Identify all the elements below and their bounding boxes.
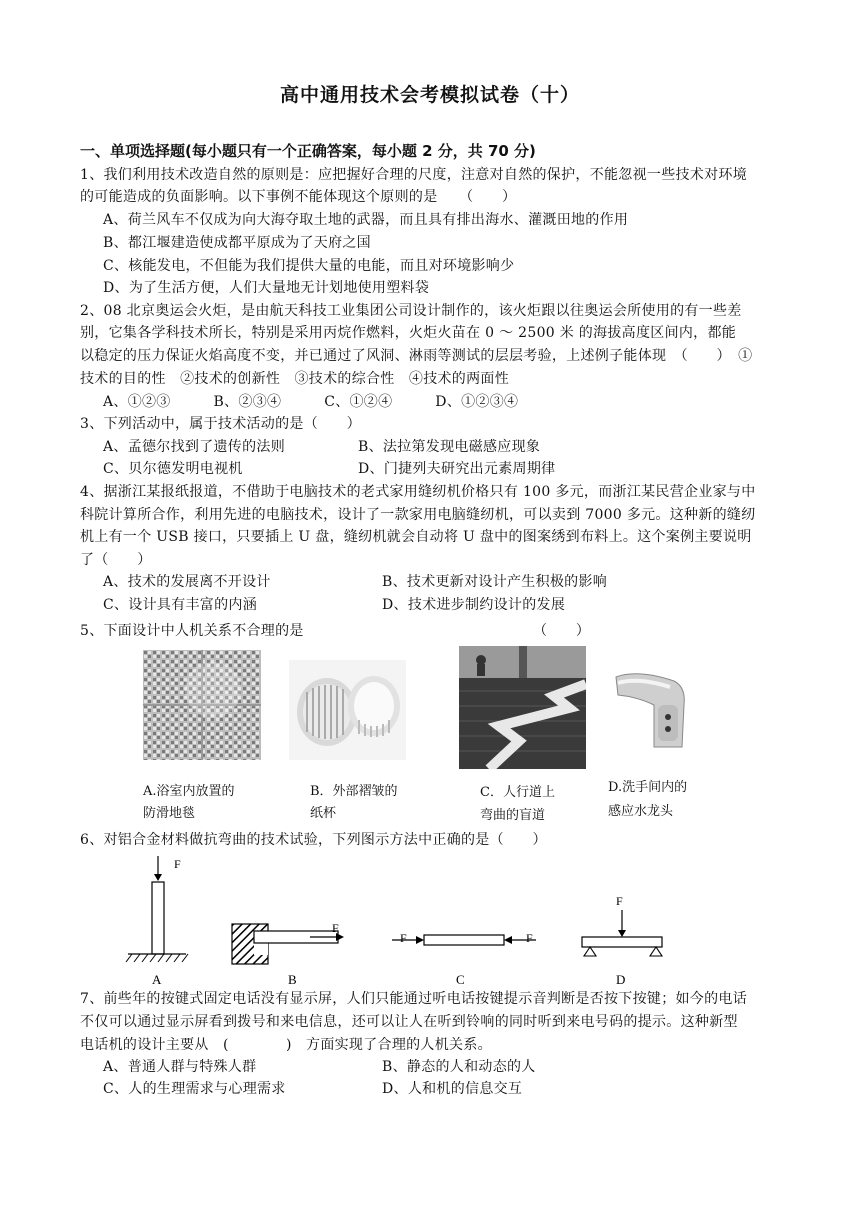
sensor-faucet-image bbox=[608, 665, 690, 755]
q4-option-d: D、技术进步制约设计的发展 bbox=[382, 597, 566, 613]
q4-stem-line2: 科院计算所合作，利用先进的电脑技术，设计了一款家用电脑缝纫机，可以卖到 7000 多元。这种新的缝纫 bbox=[80, 507, 756, 523]
figure-b-clamped-tension bbox=[232, 921, 344, 986]
q5-caption-c-line1: C．人行道上 bbox=[480, 785, 555, 800]
q4-stem-line3: 机上有一个 USB 接口，只要插上 U 盘，缝纫机就会自动将 U 盘中的图案绣到布料上。这个案例主要说明 bbox=[80, 529, 752, 545]
q2-stem-line4: 技术的目的性 ②技术的创新性 ③技术的综合性 ④技术的两面性 bbox=[80, 371, 509, 387]
figure-label-a: A bbox=[152, 972, 162, 986]
figure-c-compression bbox=[392, 931, 536, 986]
q4-stem-line4: 了（ ） bbox=[80, 552, 152, 568]
q4-option-b: B、技术更新对设计产生积极的影响 bbox=[382, 574, 608, 590]
q7-option-d: D、人和机的信息交互 bbox=[382, 1081, 523, 1097]
paper-cup-image bbox=[289, 660, 406, 760]
figure-label-d: D bbox=[616, 972, 626, 986]
q2-stem-line3: 以稳定的压力保证火焰高度不变，并已通过了风洞、淋雨等测试的层层考验，上述例子能体现 （ ） ① bbox=[80, 348, 753, 364]
force-label-b: F bbox=[332, 921, 339, 935]
q5-caption-d-line1: D.洗手间内的 bbox=[608, 780, 688, 795]
blind-path-image bbox=[459, 646, 586, 769]
q1-stem-line2: 的可能造成的负面影响。以下事例不能体现这个原则的是 （ ） bbox=[80, 189, 517, 205]
q5-caption-a-line2: 防滑地毯 bbox=[143, 806, 196, 821]
q2-options: A、①②③ B、②③④ C、①②④ D、①②③④ bbox=[103, 394, 519, 410]
q3-option-a: A、孟德尔找到了遗传的法则 bbox=[103, 439, 286, 455]
force-label-a: F bbox=[174, 857, 181, 871]
page-title: 高中通用技术会考模拟试卷（十） bbox=[279, 84, 580, 106]
figure-a-column-axial bbox=[126, 856, 188, 986]
q7-stem-line2: 不仅可以通过显示屏看到拨号和来电信息，还可以让人在听到铃响的同时听到来电号码的提示。这种新型 bbox=[80, 1014, 738, 1030]
q5-caption-b-line2: 纸杯 bbox=[310, 806, 337, 821]
anti-slip-mat-image bbox=[143, 650, 261, 760]
q4-option-c: C、设计具有丰富的内涵 bbox=[103, 597, 258, 613]
q1-option-d: D、为了生活方便，人们大量地无计划地使用塑料袋 bbox=[103, 280, 430, 296]
q5-caption-c-line2: 弯曲的盲道 bbox=[480, 808, 546, 823]
q1-option-a: A、荷兰风车不仅成为向大海夺取土地的武器，而且具有排出海水、灌溉田地的作用 bbox=[103, 212, 629, 228]
q4-option-a: A、技术的发展离不开设计 bbox=[103, 574, 271, 590]
q6-stem: 6、对铝合金材料做抗弯曲的技术试验，下列图示方法中正确的是（ ） bbox=[80, 832, 547, 848]
section-heading: 一、单项选择题(每小题只有一个正确答案，每小题 2 分，共 70 分) bbox=[80, 142, 536, 160]
q7-stem-line1: 7、前些年的按键式固定电话没有显示屏，人们只能通过听电话按键提示音判断是否按下按键；如今的电话 bbox=[80, 991, 748, 1007]
q5-caption-a-line1: A.浴室内放置的 bbox=[143, 784, 235, 799]
figure-d-three-point-bend bbox=[582, 894, 662, 986]
q1-stem-line1: 1、我们利用技术改造自然的原则是：应把握好合理的尺度，注意对自然的保护，不能忽视一些技术对环境 bbox=[80, 167, 748, 183]
q5-answer-paren: （ ） bbox=[533, 623, 591, 639]
q7-option-a: A、普通人群与特殊人群 bbox=[103, 1059, 257, 1075]
force-label-d: F bbox=[616, 894, 623, 908]
q3-stem: 3、下列活动中，属于技术活动的是（ ） bbox=[80, 416, 361, 432]
figure-label-b: B bbox=[288, 972, 297, 986]
q4-stem-line1: 4、据浙江某报纸报道，不借助于电脑技术的老式家用缝纫机价格只有 100 多元，而浙江某民营企业家与中 bbox=[80, 484, 756, 500]
q1-option-b: B、都江堰建造使成都平原成为了天府之国 bbox=[103, 235, 371, 251]
q7-option-b: B、静态的人和动态的人 bbox=[382, 1059, 536, 1075]
force-label-c-left: F bbox=[400, 931, 407, 945]
q3-option-d: D、门捷列夫研究出元素周期律 bbox=[358, 461, 556, 477]
q7-option-c: C、人的生理需求与心理需求 bbox=[103, 1081, 286, 1097]
q5-caption-b-line1: B．外部褶皱的 bbox=[310, 784, 398, 799]
q6-diagram bbox=[120, 850, 680, 986]
force-label-c-right: F bbox=[526, 931, 533, 945]
q3-option-c: C、贝尔德发明电视机 bbox=[103, 461, 243, 477]
q2-stem-line1: 2、08 北京奥运会火炬，是由航天科技工业集团公司设计制作的，该火炬跟以往奥运会所使用的有一些差 bbox=[80, 303, 742, 319]
q3-option-b: B、法拉第发现电磁感应现象 bbox=[358, 439, 541, 455]
q5-caption-d-line2: 感应水龙头 bbox=[608, 804, 674, 819]
q5-stem: 5、下面设计中人机关系不合理的是 bbox=[80, 623, 304, 639]
figure-label-c: C bbox=[456, 972, 465, 986]
q1-option-c: C、核能发电，不但能为我们提供大量的电能，而且对环境影响少 bbox=[103, 258, 515, 274]
q2-stem-line2: 别，它集各学科技术所长，特别是采用丙烷作燃料，火炬火苗在 0 ～ 2500 米 的海拔高度区间内，都能 bbox=[80, 325, 737, 341]
q7-stem-line3: 电话机的设计主要从 ( ) 方面实现了合理的人机关系。 bbox=[80, 1037, 492, 1053]
